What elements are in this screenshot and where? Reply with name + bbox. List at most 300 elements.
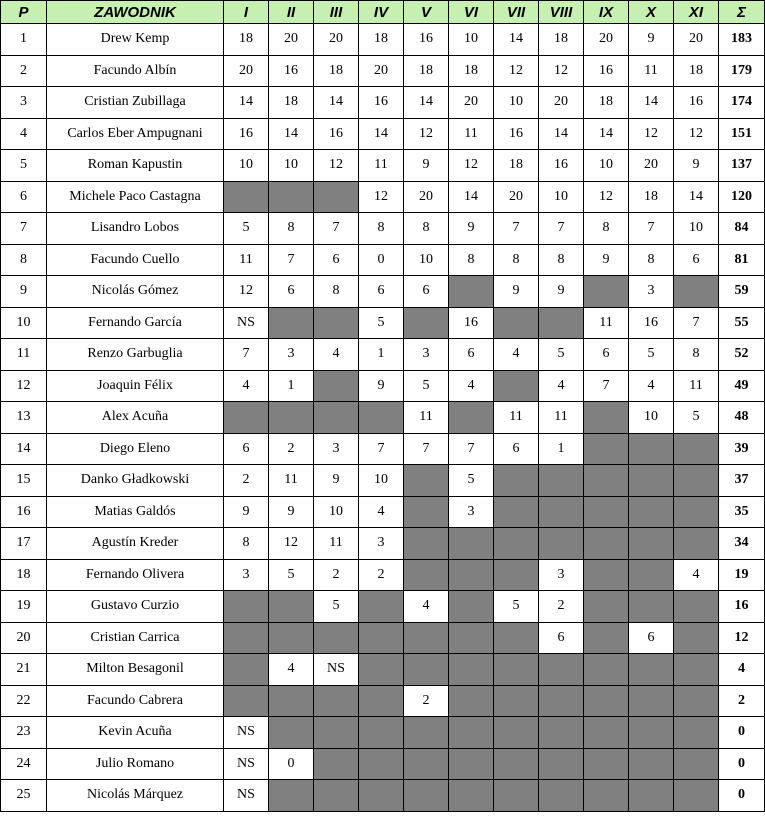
empty-score-cell: [269, 622, 314, 654]
empty-score-cell: [494, 465, 539, 497]
position-cell: 16: [1, 496, 47, 528]
score-cell: 18: [269, 87, 314, 119]
empty-score-cell: [629, 717, 674, 749]
score-cell: 10: [629, 402, 674, 434]
score-cell: 8: [314, 276, 359, 308]
score-cell: 6: [584, 339, 629, 371]
total-cell: 49: [719, 370, 765, 402]
position-cell: 11: [1, 339, 47, 371]
table-row: [1, 150, 765, 182]
position-cell: 3: [1, 87, 47, 119]
score-cell: 10: [224, 150, 269, 182]
total-cell: 55: [719, 307, 765, 339]
empty-score-cell: [449, 654, 494, 686]
score-cell: 2: [224, 465, 269, 497]
score-cell: 18: [314, 55, 359, 87]
score-cell: 6: [359, 276, 404, 308]
total-cell: 0: [719, 717, 765, 749]
table-row: [1, 685, 765, 717]
score-cell: 11: [494, 402, 539, 434]
score-cell: 16: [494, 118, 539, 150]
score-cell: 3: [224, 559, 269, 591]
score-cell: 3: [629, 276, 674, 308]
empty-score-cell: [494, 559, 539, 591]
score-cell: 7: [269, 244, 314, 276]
position-cell: 12: [1, 370, 47, 402]
rider-name-cell: Gustavo Curzio: [47, 591, 224, 623]
score-cell: 18: [224, 24, 269, 56]
total-cell: 4: [719, 654, 765, 686]
score-cell: 8: [224, 528, 269, 560]
header-position: P: [1, 1, 47, 24]
empty-score-cell: [359, 717, 404, 749]
table-row: [1, 622, 765, 654]
empty-score-cell: [224, 402, 269, 434]
header-round-2: II: [269, 1, 314, 24]
empty-score-cell: [539, 748, 584, 780]
score-cell: 16: [224, 118, 269, 150]
table-row: [1, 780, 765, 812]
empty-score-cell: [359, 654, 404, 686]
score-cell: 5: [224, 213, 269, 245]
empty-score-cell: [494, 748, 539, 780]
rider-name-cell: Milton Besagonil: [47, 654, 224, 686]
rider-name-cell: Agustín Kreder: [47, 528, 224, 560]
total-cell: 2: [719, 685, 765, 717]
rider-name-cell: Lisandro Lobos: [47, 213, 224, 245]
total-cell: 35: [719, 496, 765, 528]
score-cell: 4: [539, 370, 584, 402]
rider-name-cell: Alex Acuña: [47, 402, 224, 434]
empty-score-cell: [539, 780, 584, 812]
score-cell: 12: [404, 118, 449, 150]
score-cell: 12: [674, 118, 719, 150]
score-cell: 20: [674, 24, 719, 56]
position-cell: 15: [1, 465, 47, 497]
empty-score-cell: [674, 654, 719, 686]
score-cell: 5: [674, 402, 719, 434]
score-cell: 11: [539, 402, 584, 434]
total-cell: 81: [719, 244, 765, 276]
position-cell: 19: [1, 591, 47, 623]
rider-name-cell: Diego Eleno: [47, 433, 224, 465]
rider-name-cell: Carlos Eber Ampugnani: [47, 118, 224, 150]
table-row: [1, 433, 765, 465]
score-cell: 8: [404, 213, 449, 245]
score-cell: 12: [584, 181, 629, 213]
score-cell: 3: [404, 339, 449, 371]
empty-score-cell: [359, 591, 404, 623]
score-cell: 8: [629, 244, 674, 276]
score-cell: 11: [314, 528, 359, 560]
empty-score-cell: [584, 276, 629, 308]
empty-score-cell: [449, 276, 494, 308]
score-cell: 8: [494, 244, 539, 276]
score-cell: 16: [269, 55, 314, 87]
score-cell: 12: [359, 181, 404, 213]
table-row: [1, 370, 765, 402]
rider-name-cell: Cristian Zubillaga: [47, 87, 224, 119]
score-cell: 6: [674, 244, 719, 276]
score-cell: 10: [359, 465, 404, 497]
position-cell: 4: [1, 118, 47, 150]
empty-score-cell: [629, 433, 674, 465]
empty-score-cell: [674, 622, 719, 654]
score-cell: 3: [269, 339, 314, 371]
score-cell: NS: [224, 780, 269, 812]
score-cell: 20: [494, 181, 539, 213]
score-cell: 14: [449, 181, 494, 213]
position-cell: 1: [1, 24, 47, 56]
score-cell: 20: [359, 55, 404, 87]
empty-score-cell: [314, 717, 359, 749]
header-round-1: I: [224, 1, 269, 24]
score-cell: 6: [629, 622, 674, 654]
empty-score-cell: [584, 465, 629, 497]
empty-score-cell: [314, 307, 359, 339]
position-cell: 24: [1, 748, 47, 780]
total-cell: 151: [719, 118, 765, 150]
empty-score-cell: [584, 780, 629, 812]
empty-score-cell: [314, 370, 359, 402]
empty-score-cell: [539, 496, 584, 528]
score-cell: 7: [404, 433, 449, 465]
score-cell: 18: [539, 24, 584, 56]
total-cell: 183: [719, 24, 765, 56]
position-cell: 7: [1, 213, 47, 245]
empty-score-cell: [404, 717, 449, 749]
score-cell: 4: [224, 370, 269, 402]
empty-score-cell: [674, 780, 719, 812]
score-cell: 20: [269, 24, 314, 56]
total-cell: 0: [719, 748, 765, 780]
rider-name-cell: Drew Kemp: [47, 24, 224, 56]
table-row: [1, 654, 765, 686]
score-cell: 16: [539, 150, 584, 182]
empty-score-cell: [494, 654, 539, 686]
score-cell: 10: [674, 213, 719, 245]
score-cell: 2: [539, 591, 584, 623]
score-cell: 18: [359, 24, 404, 56]
empty-score-cell: [584, 591, 629, 623]
score-cell: 5: [269, 559, 314, 591]
empty-score-cell: [449, 622, 494, 654]
position-cell: 17: [1, 528, 47, 560]
empty-score-cell: [494, 685, 539, 717]
rider-name-cell: Facundo Cabrera: [47, 685, 224, 717]
score-cell: 10: [449, 24, 494, 56]
score-cell: 5: [449, 465, 494, 497]
score-cell: 9: [449, 213, 494, 245]
table-row: [1, 559, 765, 591]
score-cell: 18: [449, 55, 494, 87]
score-cell: 18: [629, 181, 674, 213]
score-cell: 7: [314, 213, 359, 245]
score-cell: 7: [494, 213, 539, 245]
position-cell: 5: [1, 150, 47, 182]
score-cell: 4: [404, 591, 449, 623]
table-row: [1, 465, 765, 497]
score-cell: 11: [224, 244, 269, 276]
rider-name-cell: Nicolás Gómez: [47, 276, 224, 308]
empty-score-cell: [314, 685, 359, 717]
rider-name-cell: Michele Paco Castagna: [47, 181, 224, 213]
empty-score-cell: [674, 496, 719, 528]
score-cell: 0: [359, 244, 404, 276]
score-cell: 3: [314, 433, 359, 465]
empty-score-cell: [404, 780, 449, 812]
score-cell: 9: [584, 244, 629, 276]
score-cell: 9: [314, 465, 359, 497]
score-cell: 20: [314, 24, 359, 56]
empty-score-cell: [359, 622, 404, 654]
rider-name-cell: Roman Kapustin: [47, 150, 224, 182]
score-cell: 12: [269, 528, 314, 560]
score-cell: 3: [539, 559, 584, 591]
score-cell: 5: [494, 591, 539, 623]
table-body: [1, 24, 765, 812]
score-cell: 7: [629, 213, 674, 245]
score-cell: 16: [629, 307, 674, 339]
empty-score-cell: [359, 748, 404, 780]
empty-score-cell: [674, 276, 719, 308]
score-cell: 10: [539, 181, 584, 213]
empty-score-cell: [584, 622, 629, 654]
table-row: [1, 339, 765, 371]
position-cell: 13: [1, 402, 47, 434]
score-cell: 1: [269, 370, 314, 402]
empty-score-cell: [584, 717, 629, 749]
total-cell: 37: [719, 465, 765, 497]
header-row: [1, 1, 765, 24]
empty-score-cell: [584, 685, 629, 717]
empty-score-cell: [584, 528, 629, 560]
score-cell: 14: [584, 118, 629, 150]
score-cell: 14: [314, 87, 359, 119]
empty-score-cell: [674, 465, 719, 497]
score-cell: 16: [314, 118, 359, 150]
table-row: [1, 591, 765, 623]
score-cell: NS: [224, 717, 269, 749]
empty-score-cell: [269, 591, 314, 623]
empty-score-cell: [269, 402, 314, 434]
score-cell: 14: [359, 118, 404, 150]
score-cell: 16: [359, 87, 404, 119]
empty-score-cell: [404, 528, 449, 560]
score-cell: 6: [404, 276, 449, 308]
rider-name-cell: Nicolás Márquez: [47, 780, 224, 812]
position-cell: 10: [1, 307, 47, 339]
position-cell: 9: [1, 276, 47, 308]
score-cell: 14: [224, 87, 269, 119]
position-cell: 18: [1, 559, 47, 591]
table-row: [1, 24, 765, 56]
score-cell: 7: [449, 433, 494, 465]
table-row: [1, 402, 765, 434]
empty-score-cell: [449, 748, 494, 780]
rider-name-cell: Joaquin Félix: [47, 370, 224, 402]
table-row: [1, 244, 765, 276]
rider-name-cell: Kevin Acuña: [47, 717, 224, 749]
score-cell: 6: [449, 339, 494, 371]
score-cell: NS: [224, 748, 269, 780]
rider-name-cell: Facundo Cuello: [47, 244, 224, 276]
score-cell: 9: [674, 150, 719, 182]
empty-score-cell: [629, 748, 674, 780]
total-cell: 137: [719, 150, 765, 182]
empty-score-cell: [404, 622, 449, 654]
empty-score-cell: [629, 528, 674, 560]
header-round-3: III: [314, 1, 359, 24]
empty-score-cell: [674, 748, 719, 780]
empty-score-cell: [449, 780, 494, 812]
total-cell: 39: [719, 433, 765, 465]
score-cell: 12: [224, 276, 269, 308]
table-row: [1, 748, 765, 780]
empty-score-cell: [314, 622, 359, 654]
empty-score-cell: [629, 496, 674, 528]
empty-score-cell: [314, 780, 359, 812]
empty-score-cell: [539, 528, 584, 560]
total-cell: 0: [719, 780, 765, 812]
table-row: [1, 213, 765, 245]
score-cell: 10: [269, 150, 314, 182]
position-cell: 20: [1, 622, 47, 654]
empty-score-cell: [359, 780, 404, 812]
empty-score-cell: [269, 717, 314, 749]
score-cell: 8: [584, 213, 629, 245]
empty-score-cell: [494, 307, 539, 339]
score-cell: 1: [539, 433, 584, 465]
empty-score-cell: [629, 685, 674, 717]
rider-name-cell: Julio Romano: [47, 748, 224, 780]
rider-name-cell: Facundo Albín: [47, 55, 224, 87]
total-cell: 52: [719, 339, 765, 371]
score-cell: 2: [314, 559, 359, 591]
score-cell: 1: [359, 339, 404, 371]
header-round-5: V: [404, 1, 449, 24]
score-cell: 3: [359, 528, 404, 560]
score-cell: 5: [359, 307, 404, 339]
empty-score-cell: [539, 307, 584, 339]
empty-score-cell: [449, 402, 494, 434]
score-cell: 4: [269, 654, 314, 686]
empty-score-cell: [539, 654, 584, 686]
header-total: Σ: [719, 1, 765, 24]
score-cell: 6: [539, 622, 584, 654]
header-round-8: VIII: [539, 1, 584, 24]
table-row: [1, 307, 765, 339]
score-cell: 9: [269, 496, 314, 528]
empty-score-cell: [629, 465, 674, 497]
score-cell: 0: [269, 748, 314, 780]
score-cell: 14: [539, 118, 584, 150]
total-cell: 19: [719, 559, 765, 591]
score-cell: NS: [224, 307, 269, 339]
empty-score-cell: [494, 780, 539, 812]
score-cell: 16: [449, 307, 494, 339]
total-cell: 120: [719, 181, 765, 213]
empty-score-cell: [269, 685, 314, 717]
empty-score-cell: [404, 307, 449, 339]
total-cell: 174: [719, 87, 765, 119]
score-cell: 16: [404, 24, 449, 56]
empty-score-cell: [449, 685, 494, 717]
score-cell: 4: [314, 339, 359, 371]
score-cell: 9: [359, 370, 404, 402]
score-cell: 2: [359, 559, 404, 591]
table-row: [1, 496, 765, 528]
score-cell: 16: [674, 87, 719, 119]
score-cell: 3: [449, 496, 494, 528]
header-round-6: VI: [449, 1, 494, 24]
score-cell: 14: [269, 118, 314, 150]
position-cell: 8: [1, 244, 47, 276]
score-cell: 9: [539, 276, 584, 308]
empty-score-cell: [314, 181, 359, 213]
score-cell: 6: [224, 433, 269, 465]
score-cell: 7: [584, 370, 629, 402]
score-cell: 12: [494, 55, 539, 87]
empty-score-cell: [359, 402, 404, 434]
score-cell: 18: [674, 55, 719, 87]
empty-score-cell: [269, 307, 314, 339]
empty-score-cell: [224, 181, 269, 213]
position-cell: 2: [1, 55, 47, 87]
total-cell: 179: [719, 55, 765, 87]
empty-score-cell: [494, 528, 539, 560]
empty-score-cell: [674, 433, 719, 465]
score-cell: 18: [584, 87, 629, 119]
position-cell: 25: [1, 780, 47, 812]
table-row: [1, 55, 765, 87]
score-cell: 11: [359, 150, 404, 182]
table-row: [1, 181, 765, 213]
empty-score-cell: [449, 559, 494, 591]
score-cell: 9: [494, 276, 539, 308]
empty-score-cell: [629, 591, 674, 623]
empty-score-cell: [584, 496, 629, 528]
table-row: [1, 118, 765, 150]
header-rider: ZAWODNIK: [47, 1, 224, 24]
score-cell: 8: [449, 244, 494, 276]
score-cell: 12: [314, 150, 359, 182]
score-cell: 8: [674, 339, 719, 371]
rider-name-cell: Fernando García: [47, 307, 224, 339]
score-cell: 8: [269, 213, 314, 245]
empty-score-cell: [224, 685, 269, 717]
score-cell: 7: [674, 307, 719, 339]
score-cell: 16: [584, 55, 629, 87]
empty-score-cell: [494, 370, 539, 402]
empty-score-cell: [629, 780, 674, 812]
table-row: [1, 717, 765, 749]
position-cell: 23: [1, 717, 47, 749]
score-cell: 11: [584, 307, 629, 339]
score-cell: 18: [494, 150, 539, 182]
empty-score-cell: [404, 748, 449, 780]
score-cell: 20: [539, 87, 584, 119]
score-cell: 12: [539, 55, 584, 87]
score-cell: 5: [629, 339, 674, 371]
header-round-4: IV: [359, 1, 404, 24]
empty-score-cell: [404, 654, 449, 686]
empty-score-cell: [224, 654, 269, 686]
empty-score-cell: [629, 559, 674, 591]
table-row: [1, 528, 765, 560]
position-cell: 14: [1, 433, 47, 465]
total-cell: 59: [719, 276, 765, 308]
